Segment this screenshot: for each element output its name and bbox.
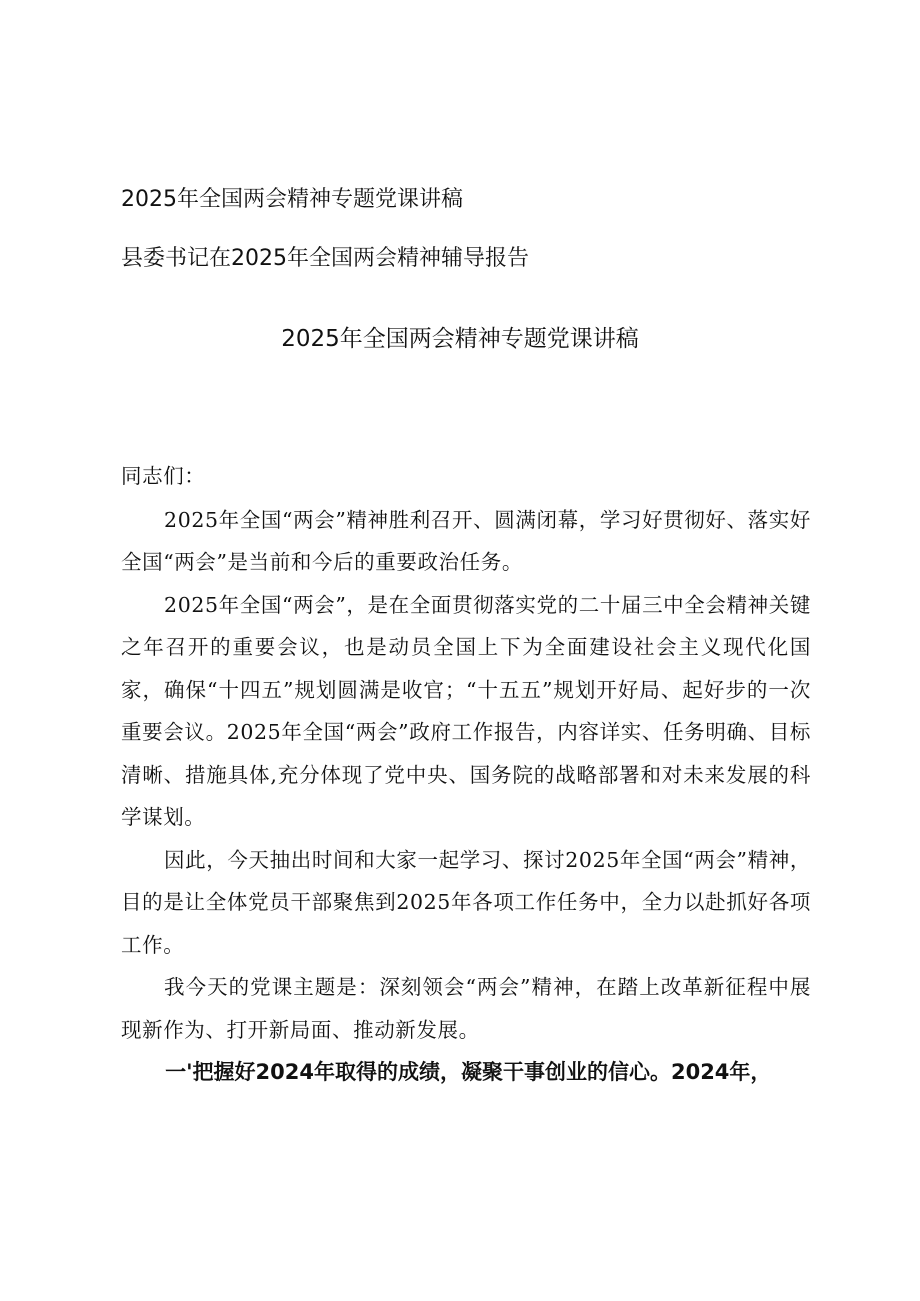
toc-line-1: 2025年全国两会精神专题党课讲稿 (121, 187, 463, 212)
document-body (121, 455, 811, 1094)
paragraph-3: 因此，今天抽出时间和大家一起学习、探讨2025年全国“两会”精神，目的是让全体党员干部聚焦到2025年各项工作任务中，全力以赴抓好各项工作。 (121, 847, 811, 957)
paragraph-4: 我今天的党课主题是：深刻领会“两会”精神，在踏上改革新征程中展现新作为、打开新局面、推动新发展。 (121, 975, 811, 1042)
section-heading: 一'把握好2024年取得的成绩，凝聚干事创业的信心。2024年， (165, 1060, 772, 1084)
toc-line-2: 县委书记在2025年全国两会精神辅导报告 (121, 246, 529, 271)
document-title: 2025年全国两会精神专题党课讲稿 (281, 326, 639, 352)
paragraph-1: 2025年全国“两会”精神胜利召开、圆满闭幕，学习好贯彻好、落实好全国“两会”是当前和今后的重要政治任务。 (121, 507, 811, 574)
paragraph-2: 2025年全国“两会”，是在全面贯彻落实党的二十届三中全会精神关键之年召开的重要会议，也是动员全国上下为全面建设社会主义现代化国家，确保“十四五”规划圆满是收官；“十五五”规划开好局、起好步的一次重要会议。2025年全国“两会”政府工作报告，内容详实、任务明确、目标清晰、措施具体,充分体现了党中央、国务院的战略部署和对未来发展的科学谋划。 (121, 592, 811, 829)
salutation: 同志们： (121, 464, 206, 488)
